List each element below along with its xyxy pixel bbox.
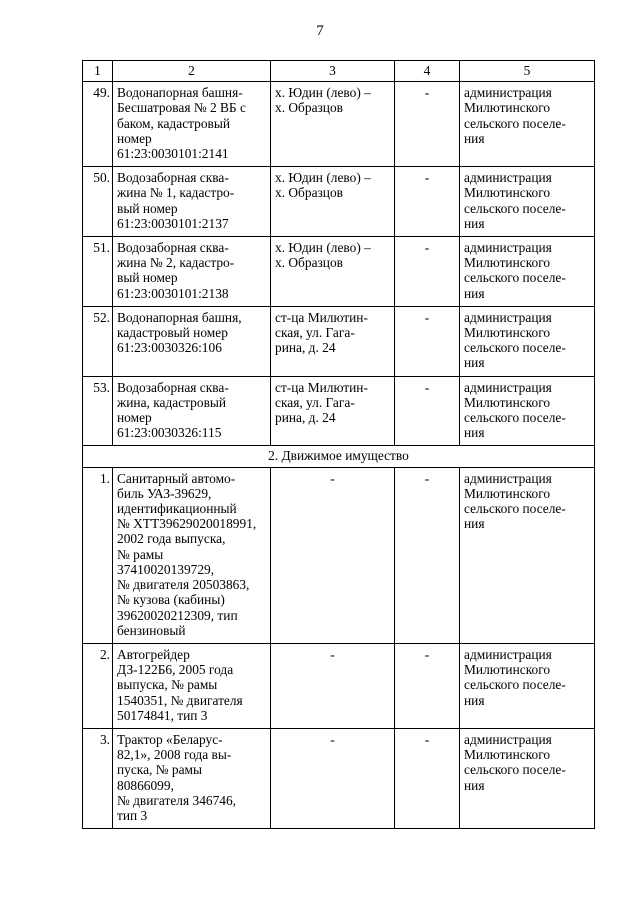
cell-line: Водозаборная сква- (117, 379, 229, 395)
cell-line: Водонапорная башня- (117, 85, 243, 101)
address-cell: - (271, 643, 395, 728)
cell-line: ния (464, 516, 485, 532)
cell-line: выпуска, № рамы (117, 677, 218, 693)
column-4-cell: - (395, 237, 460, 307)
column-4-cell: - (395, 643, 460, 728)
cell-line: кадастровый номер (117, 325, 228, 341)
cell-line: рина, д. 24 (275, 410, 336, 426)
cell-line: № рамы (117, 546, 164, 562)
page-number: 7 (316, 23, 324, 39)
cell-line: администрация (464, 379, 552, 395)
cell-line: х. Юдин (лево) – (275, 85, 371, 101)
row-number: 53. (83, 376, 113, 446)
address-cell: - (271, 728, 395, 828)
cell-line: № двигателя 346746, (117, 792, 237, 808)
cell-line: идентификационный (117, 501, 237, 517)
cell-line: 2002 года выпуска, (117, 531, 226, 547)
cell-line: администрация (464, 731, 552, 747)
cell-line: ДЗ-122Б6, 2005 года (117, 662, 234, 678)
cell-line: Водонапорная башня, (117, 309, 242, 325)
section-row (83, 446, 595, 467)
property-registry-table (82, 60, 595, 829)
row-number: 52. (83, 306, 113, 376)
cell-line: рина, д. 24 (275, 340, 336, 356)
cell-line: пуска, № рамы (117, 762, 202, 778)
cell-line: Трактор «Беларус- (117, 731, 223, 747)
cell-line: х. Образцов (275, 255, 343, 271)
cell-line: ст-ца Милютин- (275, 309, 368, 325)
column-4-cell: - (395, 376, 460, 446)
cell-line: 1540351, № двигателя (117, 692, 243, 708)
holder-cell (460, 237, 595, 307)
table-row (83, 728, 595, 828)
row-number: 49. (83, 82, 113, 167)
cell-line: номер (117, 130, 152, 146)
cell-line: 39620020212309, тип (117, 607, 238, 623)
cell-line: Милютинского (464, 325, 551, 341)
column-header: 5 (460, 61, 595, 82)
cell-line: Милютинского (464, 185, 551, 201)
cell-line: вый номер (117, 270, 178, 286)
property-name-cell (113, 728, 271, 828)
cell-line: х. Юдин (лево) – (275, 240, 371, 256)
cell-line: Милютинского (464, 485, 551, 501)
holder-cell (460, 167, 595, 237)
cell-line: 37410020139729, (117, 561, 215, 577)
cell-line: администрация (464, 170, 552, 186)
column-4-cell: - (395, 467, 460, 643)
cell-line: жина № 2, кадастро- (117, 255, 235, 271)
cell-line: Милютинского (464, 255, 551, 271)
row-number: 1. (83, 467, 113, 643)
column-4-cell: - (395, 82, 460, 167)
cell-line: жина № 1, кадастро- (117, 185, 235, 201)
column-header: 3 (271, 61, 395, 82)
cell-line: вый номер (117, 200, 178, 216)
column-4-cell: - (395, 167, 460, 237)
cell-line: биль УАЗ-39629, (117, 485, 212, 501)
cell-line: номер (117, 410, 152, 426)
cell-line: ния (464, 355, 485, 371)
cell-line: Милютинского (464, 662, 551, 678)
cell-line: х. Юдин (лево) – (275, 170, 371, 186)
property-name-cell (113, 643, 271, 728)
cell-line: сельского поселе- (464, 677, 566, 693)
cell-line: сельского поселе- (464, 340, 566, 356)
cell-line: х. Образцов (275, 185, 343, 201)
column-header: 2 (113, 61, 271, 82)
property-name-cell (113, 376, 271, 446)
cell-line: бензиновый (117, 622, 186, 638)
cell-line: х. Образцов (275, 100, 343, 116)
cell-line: ния (464, 425, 485, 441)
cell-line: Милютинского (464, 394, 551, 410)
cell-line: ст-ца Милютин- (275, 379, 368, 395)
holder-cell (460, 643, 595, 728)
address-cell (271, 82, 395, 167)
address-cell (271, 306, 395, 376)
cell-line: тип 3 (117, 807, 148, 823)
cell-line: № ХТТ39629020018991, (117, 516, 257, 532)
cell-line: № кузова (кабины) (117, 592, 225, 608)
cell-line: ская, ул. Гага- (275, 325, 355, 341)
address-cell (271, 237, 395, 307)
cell-line: администрация (464, 240, 552, 256)
cell-line: 61:23:0030326:115 (117, 425, 222, 441)
property-name-cell (113, 306, 271, 376)
cell-line: Милютинского (464, 747, 551, 763)
section-title: 2. Движимое имущество (83, 446, 595, 467)
cell-line: администрация (464, 309, 552, 325)
table-row (83, 237, 595, 307)
address-cell (271, 167, 395, 237)
cell-line: 61:23:0030101:2138 (117, 285, 229, 301)
holder-cell (460, 82, 595, 167)
cell-line: администрация (464, 646, 552, 662)
property-name-cell (113, 82, 271, 167)
cell-line: сельского поселе- (464, 270, 566, 286)
cell-line: ния (464, 285, 485, 301)
cell-line: сельского поселе- (464, 501, 566, 517)
table-row (83, 376, 595, 446)
cell-line: 61:23:0030326:106 (117, 340, 222, 356)
cell-line: сельского поселе- (464, 200, 566, 216)
holder-cell (460, 467, 595, 643)
cell-line: 82,1», 2008 года вы- (117, 747, 232, 763)
row-number: 2. (83, 643, 113, 728)
table-header-row (83, 61, 595, 82)
holder-cell (460, 728, 595, 828)
address-cell (271, 376, 395, 446)
address-cell: - (271, 467, 395, 643)
cell-line: сельского поселе- (464, 115, 566, 131)
cell-line: № двигателя 20503863, (117, 577, 250, 593)
cell-line: Водозаборная сква- (117, 170, 229, 186)
column-4-cell: - (395, 728, 460, 828)
cell-line: Бесшатровая № 2 ВБ с (117, 100, 246, 116)
holder-cell (460, 306, 595, 376)
cell-line: сельского поселе- (464, 762, 566, 778)
row-number: 3. (83, 728, 113, 828)
table-row (83, 467, 595, 643)
holder-cell (460, 376, 595, 446)
cell-line: 50174841, тип 3 (117, 707, 208, 723)
cell-line: сельского поселе- (464, 410, 566, 426)
column-header: 1 (83, 61, 113, 82)
cell-line: Милютинского (464, 100, 551, 116)
property-name-cell (113, 237, 271, 307)
cell-line: жина, кадастровый (117, 394, 227, 410)
cell-line: ская, ул. Гага- (275, 394, 355, 410)
property-name-cell (113, 467, 271, 643)
cell-line: Автогрейдер (117, 646, 190, 662)
property-name-cell (113, 167, 271, 237)
cell-line: 61:23:0030101:2137 (117, 215, 229, 231)
cell-line: администрация (464, 85, 552, 101)
table-row (83, 82, 595, 167)
cell-line: ния (464, 215, 485, 231)
cell-line: ния (464, 130, 485, 146)
cell-line: Водозаборная сква- (117, 240, 229, 256)
row-number: 50. (83, 167, 113, 237)
table-row (83, 306, 595, 376)
cell-line: 80866099, (117, 777, 174, 793)
column-4-cell: - (395, 306, 460, 376)
table-row (83, 643, 595, 728)
cell-line: ния (464, 692, 485, 708)
cell-line: ния (464, 777, 485, 793)
cell-line: баком, кадастровый (117, 115, 231, 131)
cell-line: 61:23:0030101:2141 (117, 146, 229, 162)
table-row (83, 167, 595, 237)
cell-line: администрация (464, 470, 552, 486)
cell-line: Санитарный автомо- (117, 470, 236, 486)
row-number: 51. (83, 237, 113, 307)
column-header: 4 (395, 61, 460, 82)
